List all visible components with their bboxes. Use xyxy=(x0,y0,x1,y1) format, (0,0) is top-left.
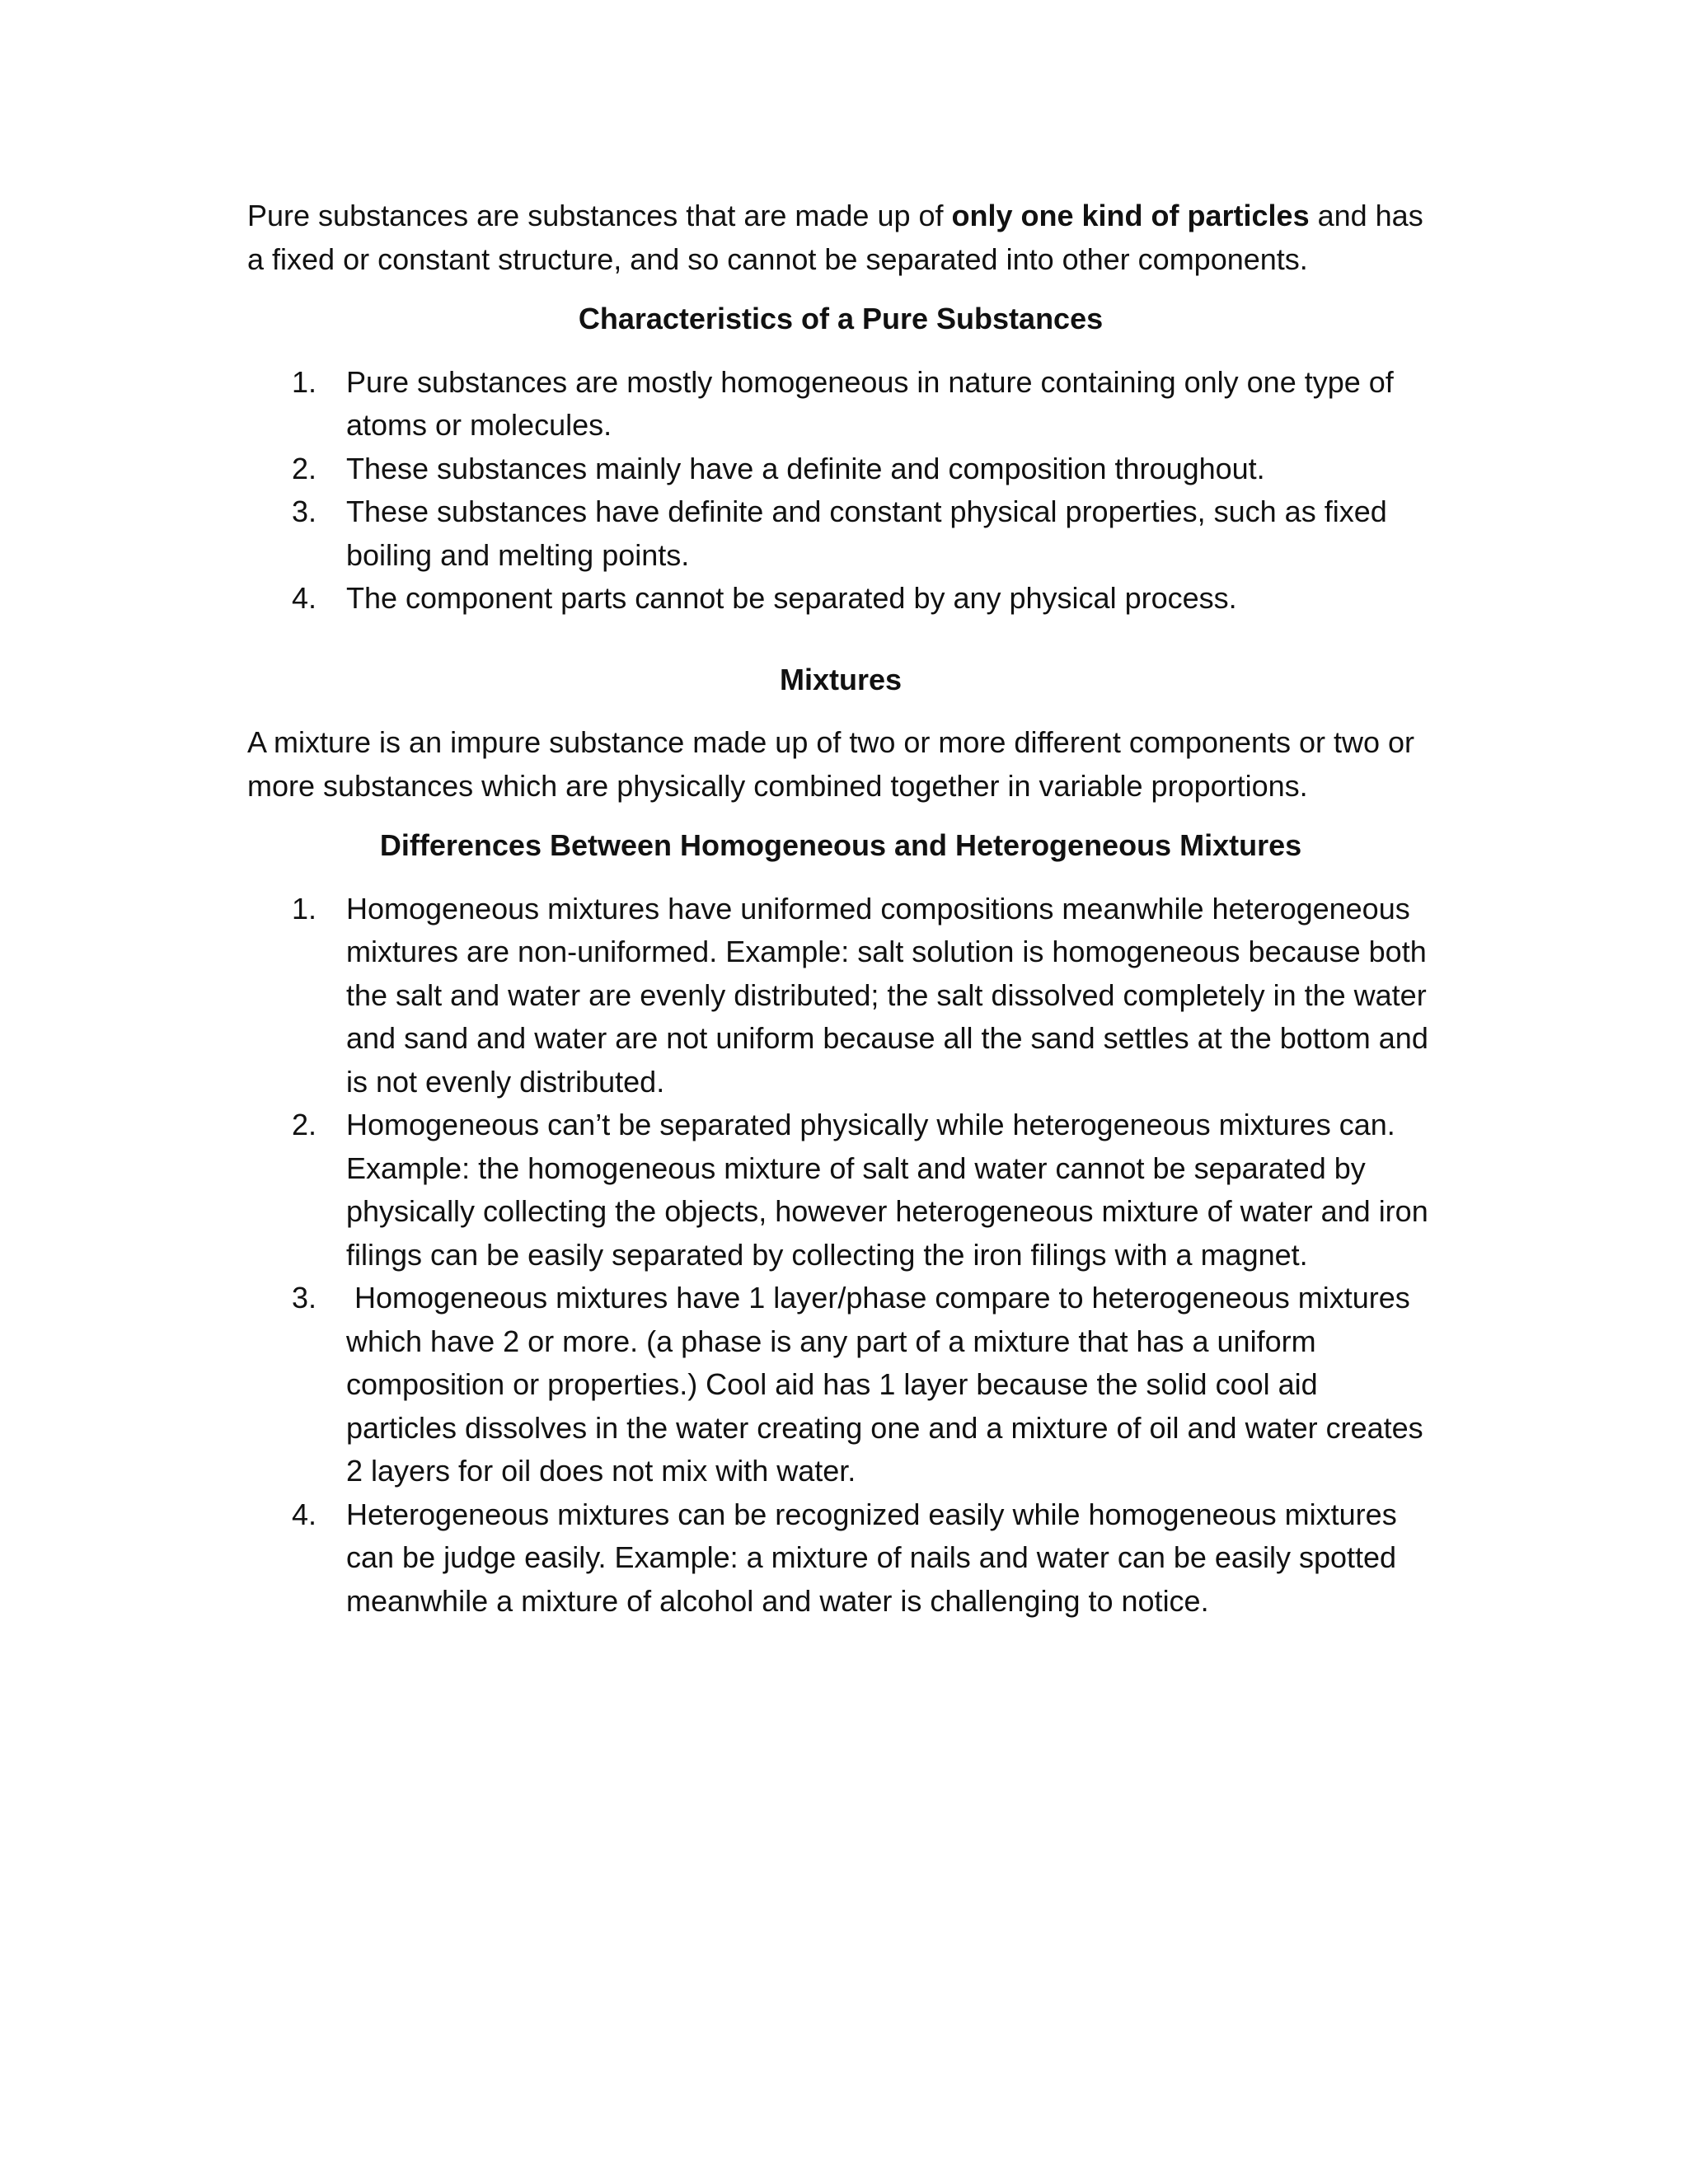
intro-bold-phrase: only one kind of particles xyxy=(951,199,1310,232)
list-number: 4. xyxy=(292,581,317,615)
intro-text-start: Pure substances are substances that are made up of xyxy=(247,199,952,232)
list-item xyxy=(247,361,1434,448)
list-number: 3. xyxy=(292,494,317,528)
mixtures-heading: Mixtures xyxy=(779,662,903,696)
intro-text-end: and has a fixed or constant structure, and so cannot be separated into other components. xyxy=(247,199,1423,276)
list-item xyxy=(247,490,1434,577)
list-number: 1. xyxy=(292,364,317,399)
list-number: 2. xyxy=(292,451,317,485)
list-item-text: These substances mainly have a definite and composition throughout. xyxy=(346,451,1265,485)
list-item-text: Homogeneous mixtures have 1 layer/phase compare to heterogeneous mixtures which have 2 or more. (a phase is any part of a mixture that has a uniform composition or properties.) Cool aid has 1 layer because the solid cool aid particles dissolves in the water creating one and a mixture of oil and water creates 2 layers for oil does not mix with water. xyxy=(346,1281,1432,1488)
list-number: 3. xyxy=(292,1281,317,1315)
list-item xyxy=(247,1277,1434,1493)
intro-paragraph xyxy=(247,194,1434,281)
list-item xyxy=(247,1493,1434,1624)
list-item xyxy=(247,1104,1434,1277)
list-item xyxy=(247,888,1434,1104)
list-number: 2. xyxy=(292,1108,317,1141)
list-item-text: Pure substances are mostly homogeneous in nature containing only one type of atoms or molecules. xyxy=(346,364,1394,442)
pure-characteristics-list xyxy=(247,361,1434,621)
differences-heading: Differences Between Homogeneous and Heterogeneous Mixtures xyxy=(379,828,1302,862)
list-number: 1. xyxy=(292,891,317,926)
pure-substances-heading: Characteristics of a Pure Substances xyxy=(578,302,1104,335)
list-item-text: Heterogeneous mixtures can be recognized easily while homogeneous mixtures can be judge easily. Example: a mixture of nails and water can be easily spotted meanwhile a mixture of alcohol and water is challenging to notice. xyxy=(346,1497,1397,1618)
list-item-text: Homogeneous can’t be separated physically while heterogeneous mixtures can. Example: the homogeneous mixture of salt and water cannot be separated by physically collecting the objects, however heterogeneous mixture of water and iron filings can be easily separated by collecting the iron filings with a magnet. xyxy=(346,1108,1428,1272)
mixtures-paragraph: A mixture is an impure substance made up of two or more different components or two or more substances which are physically combined together in variable proportions. xyxy=(247,725,1415,803)
list-item-text: These substances have definite and constant physical properties, such as fixed boiling and melting points. xyxy=(346,494,1387,572)
list-number: 4. xyxy=(292,1497,317,1531)
list-item xyxy=(247,448,1434,491)
document-body xyxy=(247,194,1434,1623)
list-item-text: Homogeneous mixtures have uniformed compositions meanwhile heterogeneous mixtures are non-uniformed. Example: salt solution is homogeneous because both the salt and water are evenly distributed; the salt dissolved completely in the water and sand and water are not uniform because all the sand settles at the bottom and is not evenly distributed. xyxy=(346,891,1428,1099)
list-item xyxy=(247,577,1434,621)
list-item-text: The component parts cannot be separated by any physical process. xyxy=(346,581,1237,615)
differences-list xyxy=(247,888,1434,1624)
